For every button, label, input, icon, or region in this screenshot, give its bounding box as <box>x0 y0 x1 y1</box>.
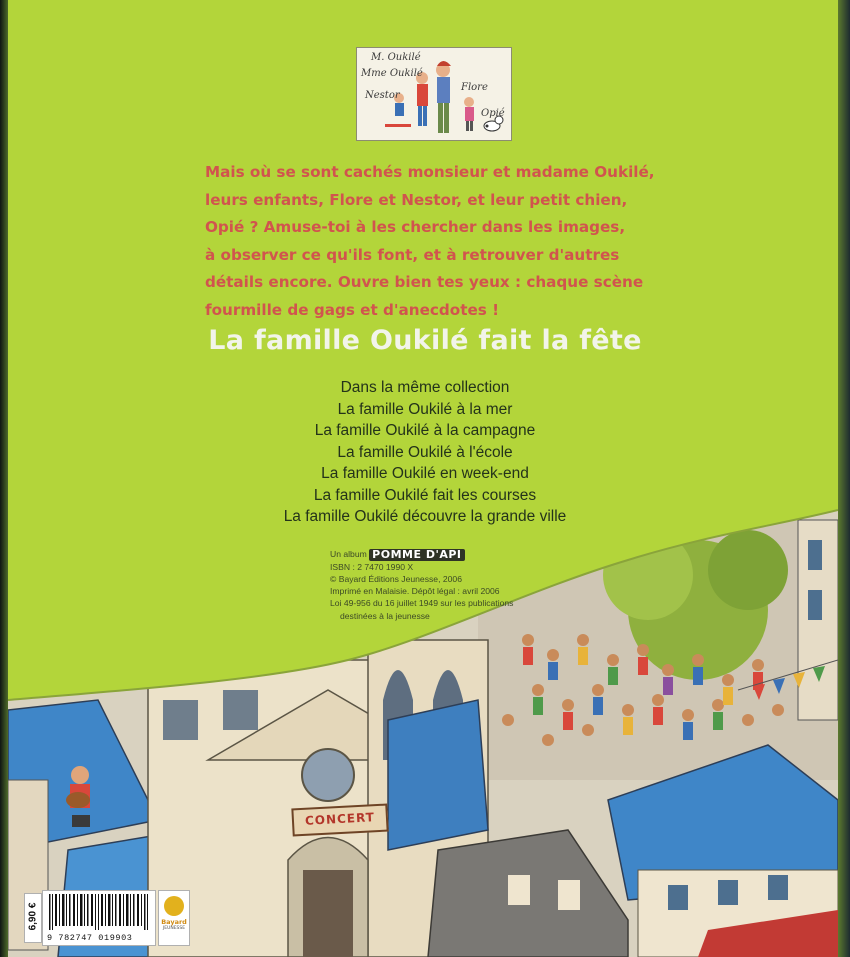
blurb-line: Opié ? Amuse-toi à les chercher dans les images, <box>205 218 626 236</box>
bayard-logo <box>158 890 190 946</box>
printed-line: Imprimé en Malaisie. Dépôt légal : avril 2006 <box>330 586 500 597</box>
price-label: 6,90 € <box>27 902 39 931</box>
collection-item: La famille Oukilé à l'école <box>337 443 513 461</box>
publication-credits <box>330 548 530 622</box>
price-tag <box>24 893 42 943</box>
collection-item: La famille Oukilé en week-end <box>321 465 529 482</box>
barcode <box>42 890 156 946</box>
collection-item: La famille Oukilé à la mer <box>337 400 513 418</box>
blurb-line: fourmille de gags et d'anecdotes ! <box>205 300 500 319</box>
law-line: Loi 49-956 du 16 juillet 1949 sur les publications <box>330 598 514 609</box>
publisher-name: Bayard <box>161 918 187 926</box>
blurb-line: Mais où se sont cachés monsieur et madame Oukilé, <box>205 163 655 181</box>
publisher-sub: JEUNESSE <box>162 926 186 931</box>
label-flore: Flore <box>461 82 488 93</box>
copyright-line: © Bayard Éditions Jeunesse, 2006 <box>330 574 462 585</box>
blurb-line: leurs enfants, Flore et Nestor, et leur petit chien, <box>205 190 628 209</box>
album-line <box>330 548 530 561</box>
collection-heading: Dans la même collection <box>340 379 510 396</box>
barcode-bars <box>47 894 151 930</box>
bayard-emblem-icon <box>164 896 184 916</box>
isbn-line: ISBN : 2 7470 1990 X <box>330 561 414 572</box>
label-opie: Opié <box>481 108 505 119</box>
back-cover-blurb <box>205 159 675 324</box>
collection-item: La famille Oukilé à la campagne <box>314 422 536 439</box>
family-character-box <box>356 47 512 141</box>
label-m-oukile: M. Oukilé <box>371 52 421 63</box>
blurb-line: à observer ce qu'ils font, et à retrouver d'autres <box>205 245 620 264</box>
barcode-number: 9 782747 019903 <box>47 933 133 943</box>
label-mme-oukile: Mme Oukilé <box>361 68 423 79</box>
collection-list <box>0 377 850 528</box>
pomme-dapi-logo: POMME D'API <box>369 549 464 561</box>
concert-sign: CONCERT <box>291 804 388 837</box>
book-title: La famille Oukilé fait la fête <box>208 325 642 356</box>
law-line: destinées à la jeunesse <box>340 610 430 621</box>
label-nestor: Nestor <box>365 90 400 101</box>
collection-item: La famille Oukilé découvre la grande ville <box>283 508 567 525</box>
album-prefix: Un album <box>330 549 367 559</box>
blurb-line: détails encore. Ouvre bien tes yeux : chaque scène <box>205 273 644 291</box>
collection-item: La famille Oukilé fait les courses <box>313 486 537 504</box>
